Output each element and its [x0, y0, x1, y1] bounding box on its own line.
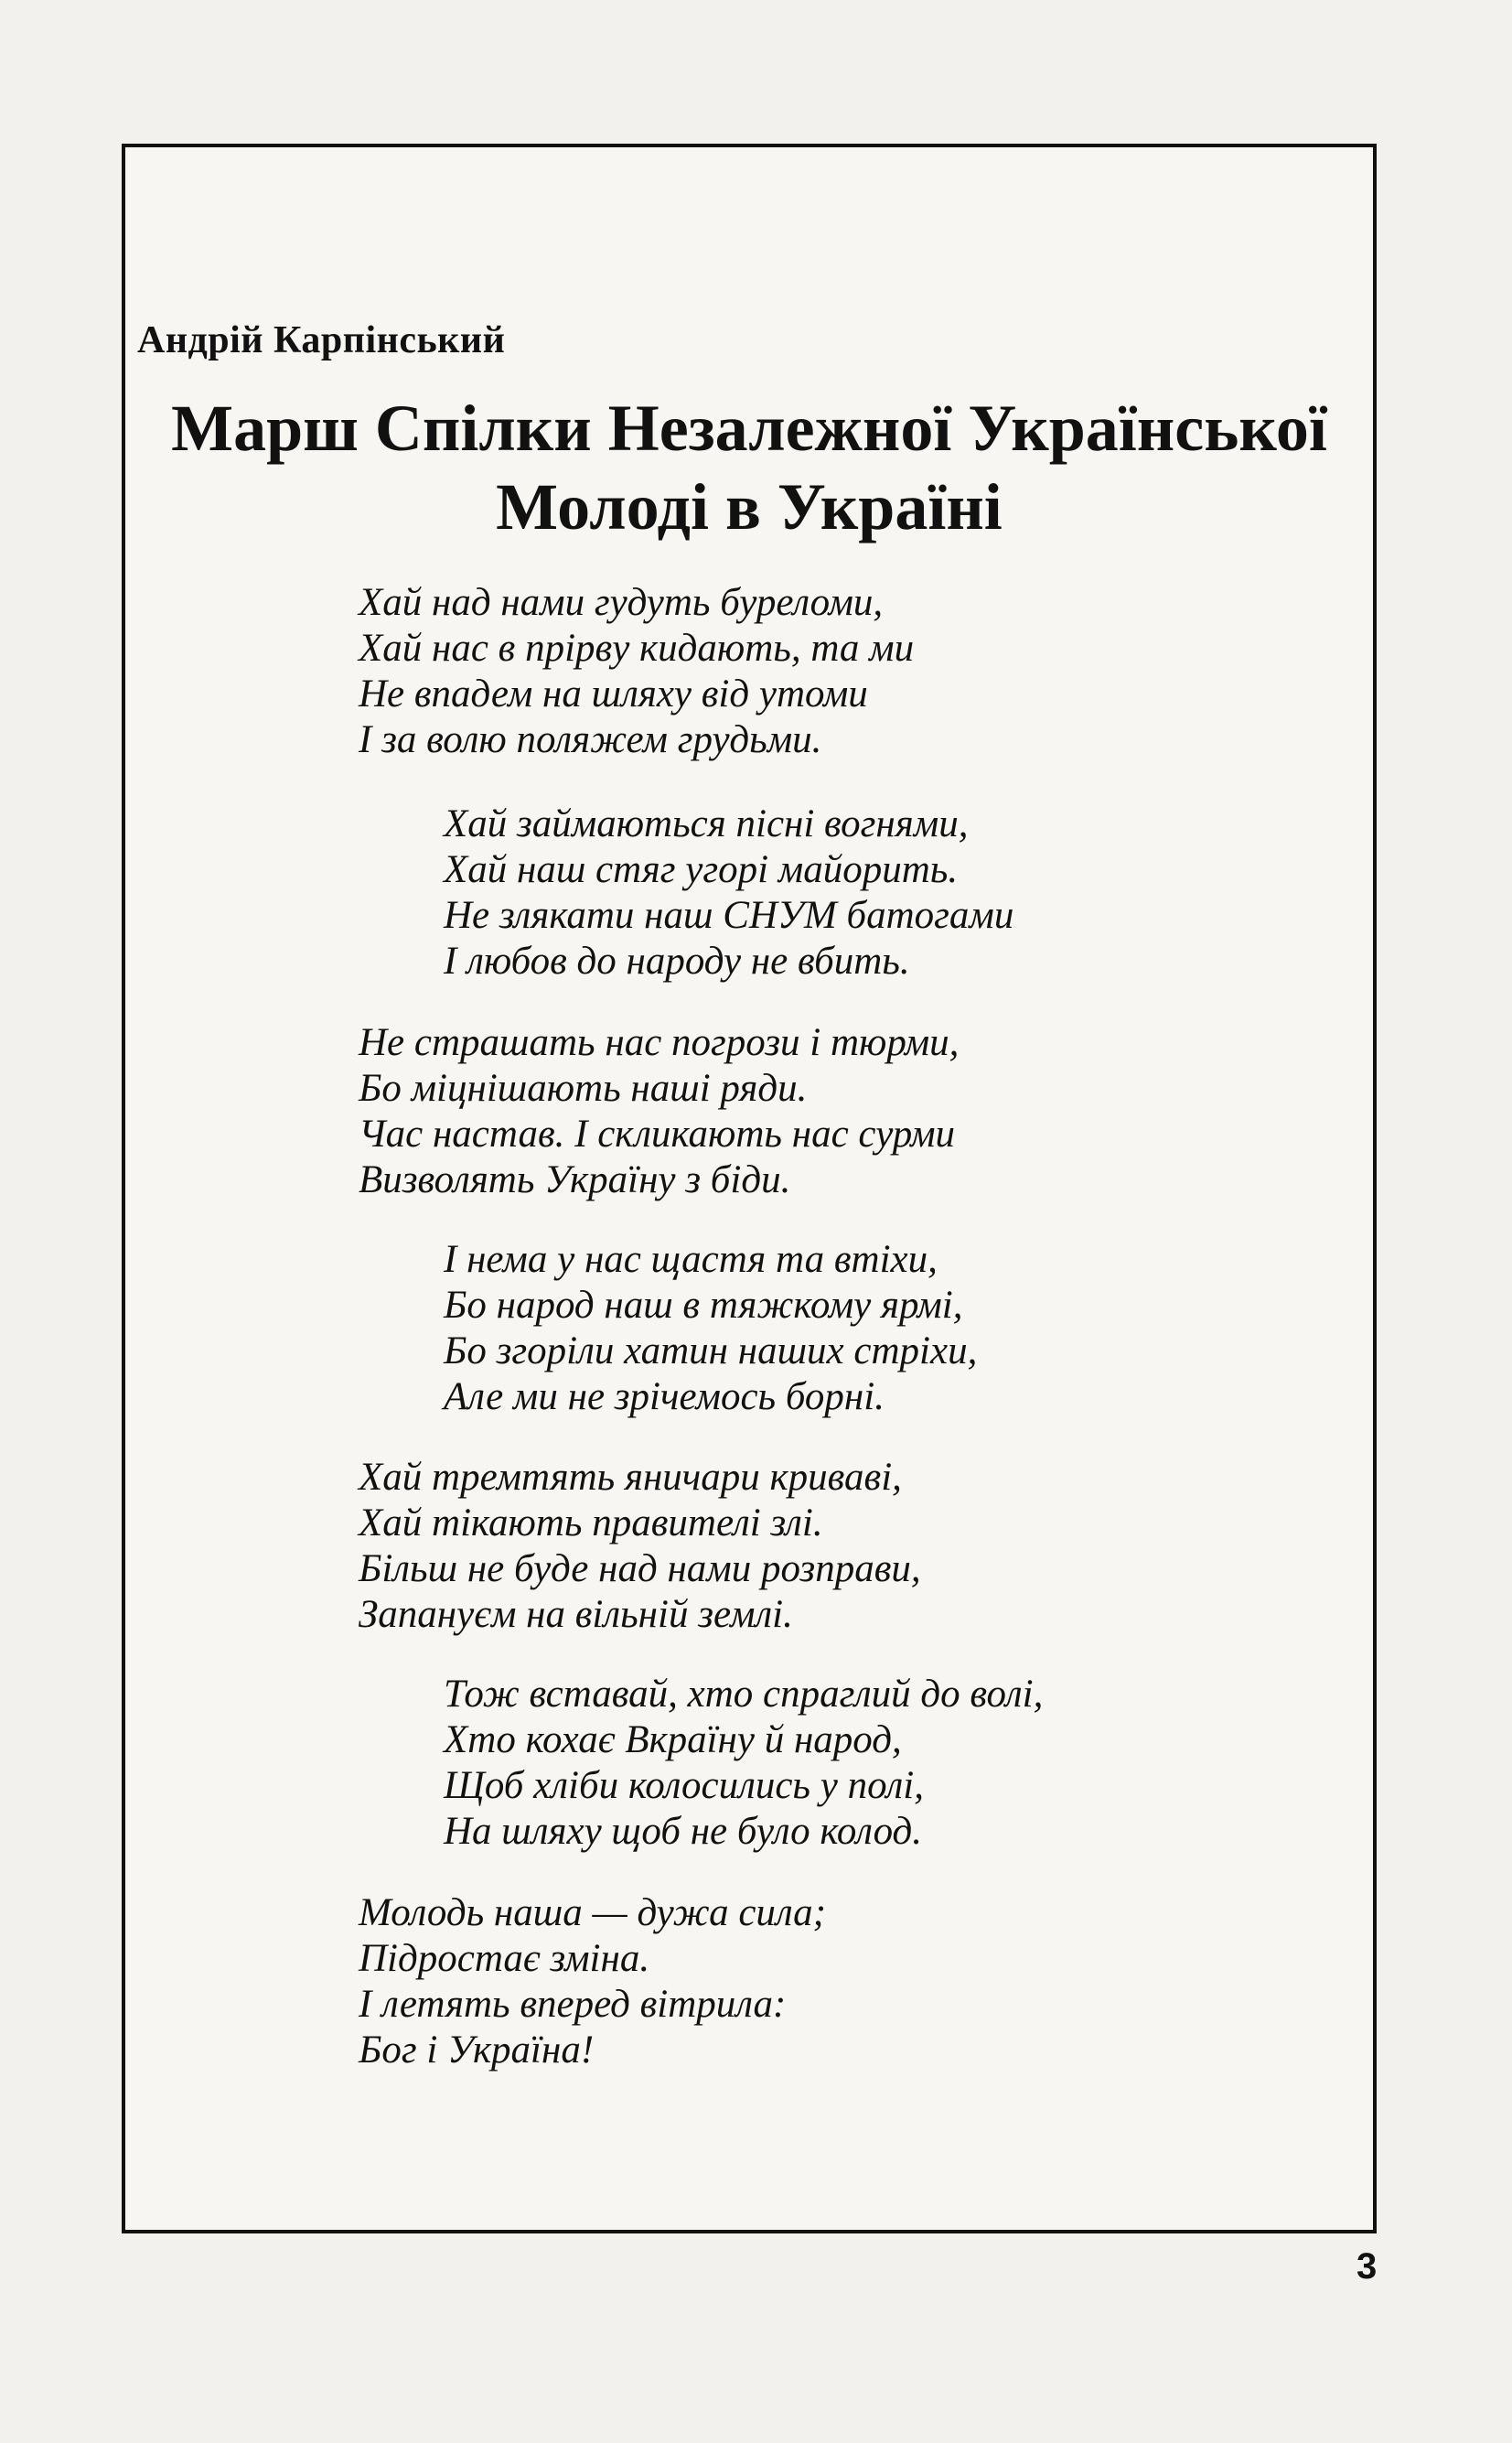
poem-line: Запануєм на вільній землі.: [359, 1593, 793, 1636]
poem-line: Хай займаються пісні вогнями,: [444, 802, 969, 845]
poem-line: Не злякати наш СНУМ батогами: [444, 894, 1014, 937]
poem-line: І за волю поляжем грудьми.: [359, 718, 822, 761]
poem-line: Але ми не зрічемось борні.: [444, 1375, 885, 1418]
poem-line: Підростає зміна.: [359, 1937, 650, 1980]
title-line-1: Марш Спілки Незалежної Української: [171, 392, 1327, 465]
poem-line: Хай тікають правителі злі.: [359, 1501, 823, 1544]
poem-line: Щоб хліби колосились у полі,: [444, 1764, 924, 1807]
poem-line: Хай над нами гудуть буреломи,: [359, 581, 884, 624]
poem-line: Хай наш стяг угорі майорить.: [444, 848, 959, 891]
title-line-2: Молоді в Україні: [496, 470, 1003, 543]
poem-line: Хто кохає Вкраїну й народ,: [444, 1718, 902, 1761]
poem-line: Молодь наша — дужа сила;: [359, 1891, 827, 1934]
poem-line: І любов до народу не вбить.: [444, 940, 910, 983]
page-number: 3: [1357, 2246, 1378, 2287]
poem-line: Не впадем на шляху від утоми: [359, 673, 868, 716]
poem-line: Тож вставай, хто спраглий до волі,: [444, 1673, 1044, 1716]
stanza-1: [359, 580, 914, 763]
poem-line: На шляху щоб не було колод.: [444, 1810, 923, 1853]
poem-line: Час настав. І скликають нас сурми: [359, 1113, 956, 1156]
poem-title: [126, 389, 1372, 546]
stanza-3: [359, 1020, 959, 1203]
poem-line: І летять вперед вітрила:: [359, 1983, 787, 2026]
poem-line: Бо міцнішають наші ряди.: [359, 1067, 808, 1110]
poem-line: Бо згоріли хатин наших стріхи,: [444, 1329, 978, 1372]
stanza-7: [359, 1890, 826, 2073]
poem-line: Не страшать нас погрози і тюрми,: [359, 1021, 960, 1064]
poem-line: Бог і Україна!: [359, 2029, 595, 2072]
stanza-2: [444, 802, 1013, 985]
stanza-6: [444, 1672, 1043, 1855]
poem-line: Більш не буде над нами розправи,: [359, 1547, 921, 1590]
stanza-4: [444, 1237, 977, 1420]
poem-line: Визволять Україну з біди.: [359, 1158, 791, 1201]
author-name: Андрій Карпінський: [137, 319, 506, 361]
stanza-5: [359, 1455, 921, 1638]
poem-line: Хай нас в прірву кидають, та ми: [359, 627, 915, 670]
poem-line: Хай тремтять яничари криваві,: [359, 1456, 902, 1499]
poem-line: Бо народ наш в тяжкому ярмі,: [444, 1284, 963, 1327]
poem-line: І нема у нас щастя та втіхи,: [444, 1238, 938, 1281]
